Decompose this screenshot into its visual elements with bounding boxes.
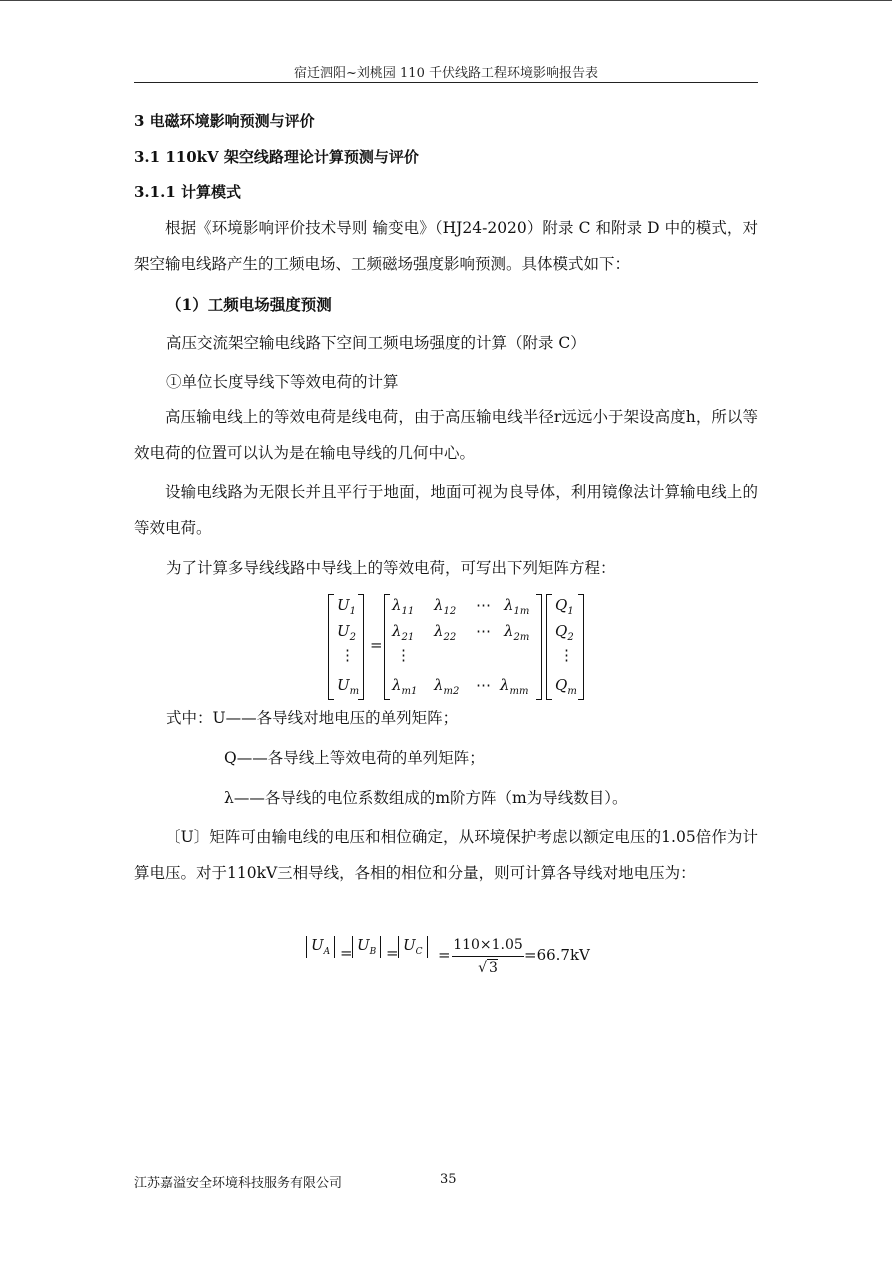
running-header: 宿迁泗阳~刘桃园 110 千伏线路工程环境影响报告表 (294, 66, 598, 81)
subheading-electric-field: （1）工频电场强度预测 (166, 295, 332, 314)
paragraph-matrix-intro: 为了计算多导线线路中导线上的等效电荷，可写出下列矩阵方程： (166, 559, 616, 577)
fraction: 110×1.05 √ 3 (453, 937, 523, 976)
footer-company: 江苏嘉溢安全环境科技服务有限公司 (134, 1176, 343, 1191)
page-number: 35 (440, 1172, 457, 1187)
q-column-matrix: $Q_1$ $Q_2$ ⋮ $Q_m$ (546, 594, 584, 698)
voltage-equation: $U_A$ = $U_B$ = $U_C$ = 110×1.05 √ 3 =66.7kV (306, 932, 606, 988)
heading-level2: 3.1 110kV 架空线路理论计算预测与评价 (134, 148, 419, 166)
heading-level3: 3.1.1 计算模式 (134, 183, 241, 201)
equals-sign: = (370, 636, 383, 654)
paragraph-line-charge: 高压输电线上的等效电荷是线电荷，由于高压输电线半径r远远小于架设高度h，所以等效电荷的位置可以认为是在输电导线的几何中心。 (134, 408, 758, 462)
header-rule (134, 82, 758, 83)
definition-q: Q——各导线上等效电荷的单列矩阵； (224, 749, 485, 767)
page-top-border (0, 0, 892, 1)
matrix-equation (322, 592, 602, 702)
lambda-matrix: $\lambda_{11}$ $\lambda_{12}$ ⋯ $\lambda_{1m}$ $\lambda_{21}$ $\lambda_{22}$ ⋯ $\lambda_{2m}$ ⋮ $\lambda_{m1}$ $\lambda_{m2}$ ⋯ $\lambda_{mm}$ (384, 594, 542, 698)
paragraph-method: 根据《环境影响评价技术导则 输变电》（HJ24-2020）附录 C 和附录 D 中的模式，对架空输电线路产生的工频电场、工频磁场强度影响预测。具体模式如下： (134, 219, 758, 273)
abs-uc: $U_C$ (398, 936, 428, 958)
paragraph-voltage: 〔U〕矩阵可由输电线的电压和相位确定，从环境保护考虑以额定电压的1.05倍作为计算电压。对于110kV三相导线，各相的相位和分量，则可计算各导线对地电压为： (134, 828, 758, 882)
abs-ua: $U_A$ (306, 936, 335, 958)
heading-level1: 3 电磁环境影响预测与评价 (134, 112, 315, 130)
paragraph-image-method: 设输电线路为无限长并且平行于地面，地面可视为良导体，利用镜像法计算输电线上的等效电荷。 (134, 483, 758, 537)
paragraph-equivalent-charge: ①单位长度导线下等效电荷的计算 (166, 373, 399, 391)
abs-ub: $U_B$ (352, 936, 381, 958)
definition-u: 式中：U——各导线对地电压的单列矩阵； (166, 709, 459, 727)
u-column-matrix: $U_1$ $U_2$ ⋮ $U_m$ (328, 594, 364, 698)
voltage-result: =66.7kV (524, 946, 590, 964)
paragraph-appendix-c: 高压交流架空输电线路下空间工频电场强度的计算（附录 C） (166, 334, 586, 352)
definition-lambda: λ——各导线的电位系数组成的m阶方阵（m为导线数目）。 (224, 789, 628, 807)
